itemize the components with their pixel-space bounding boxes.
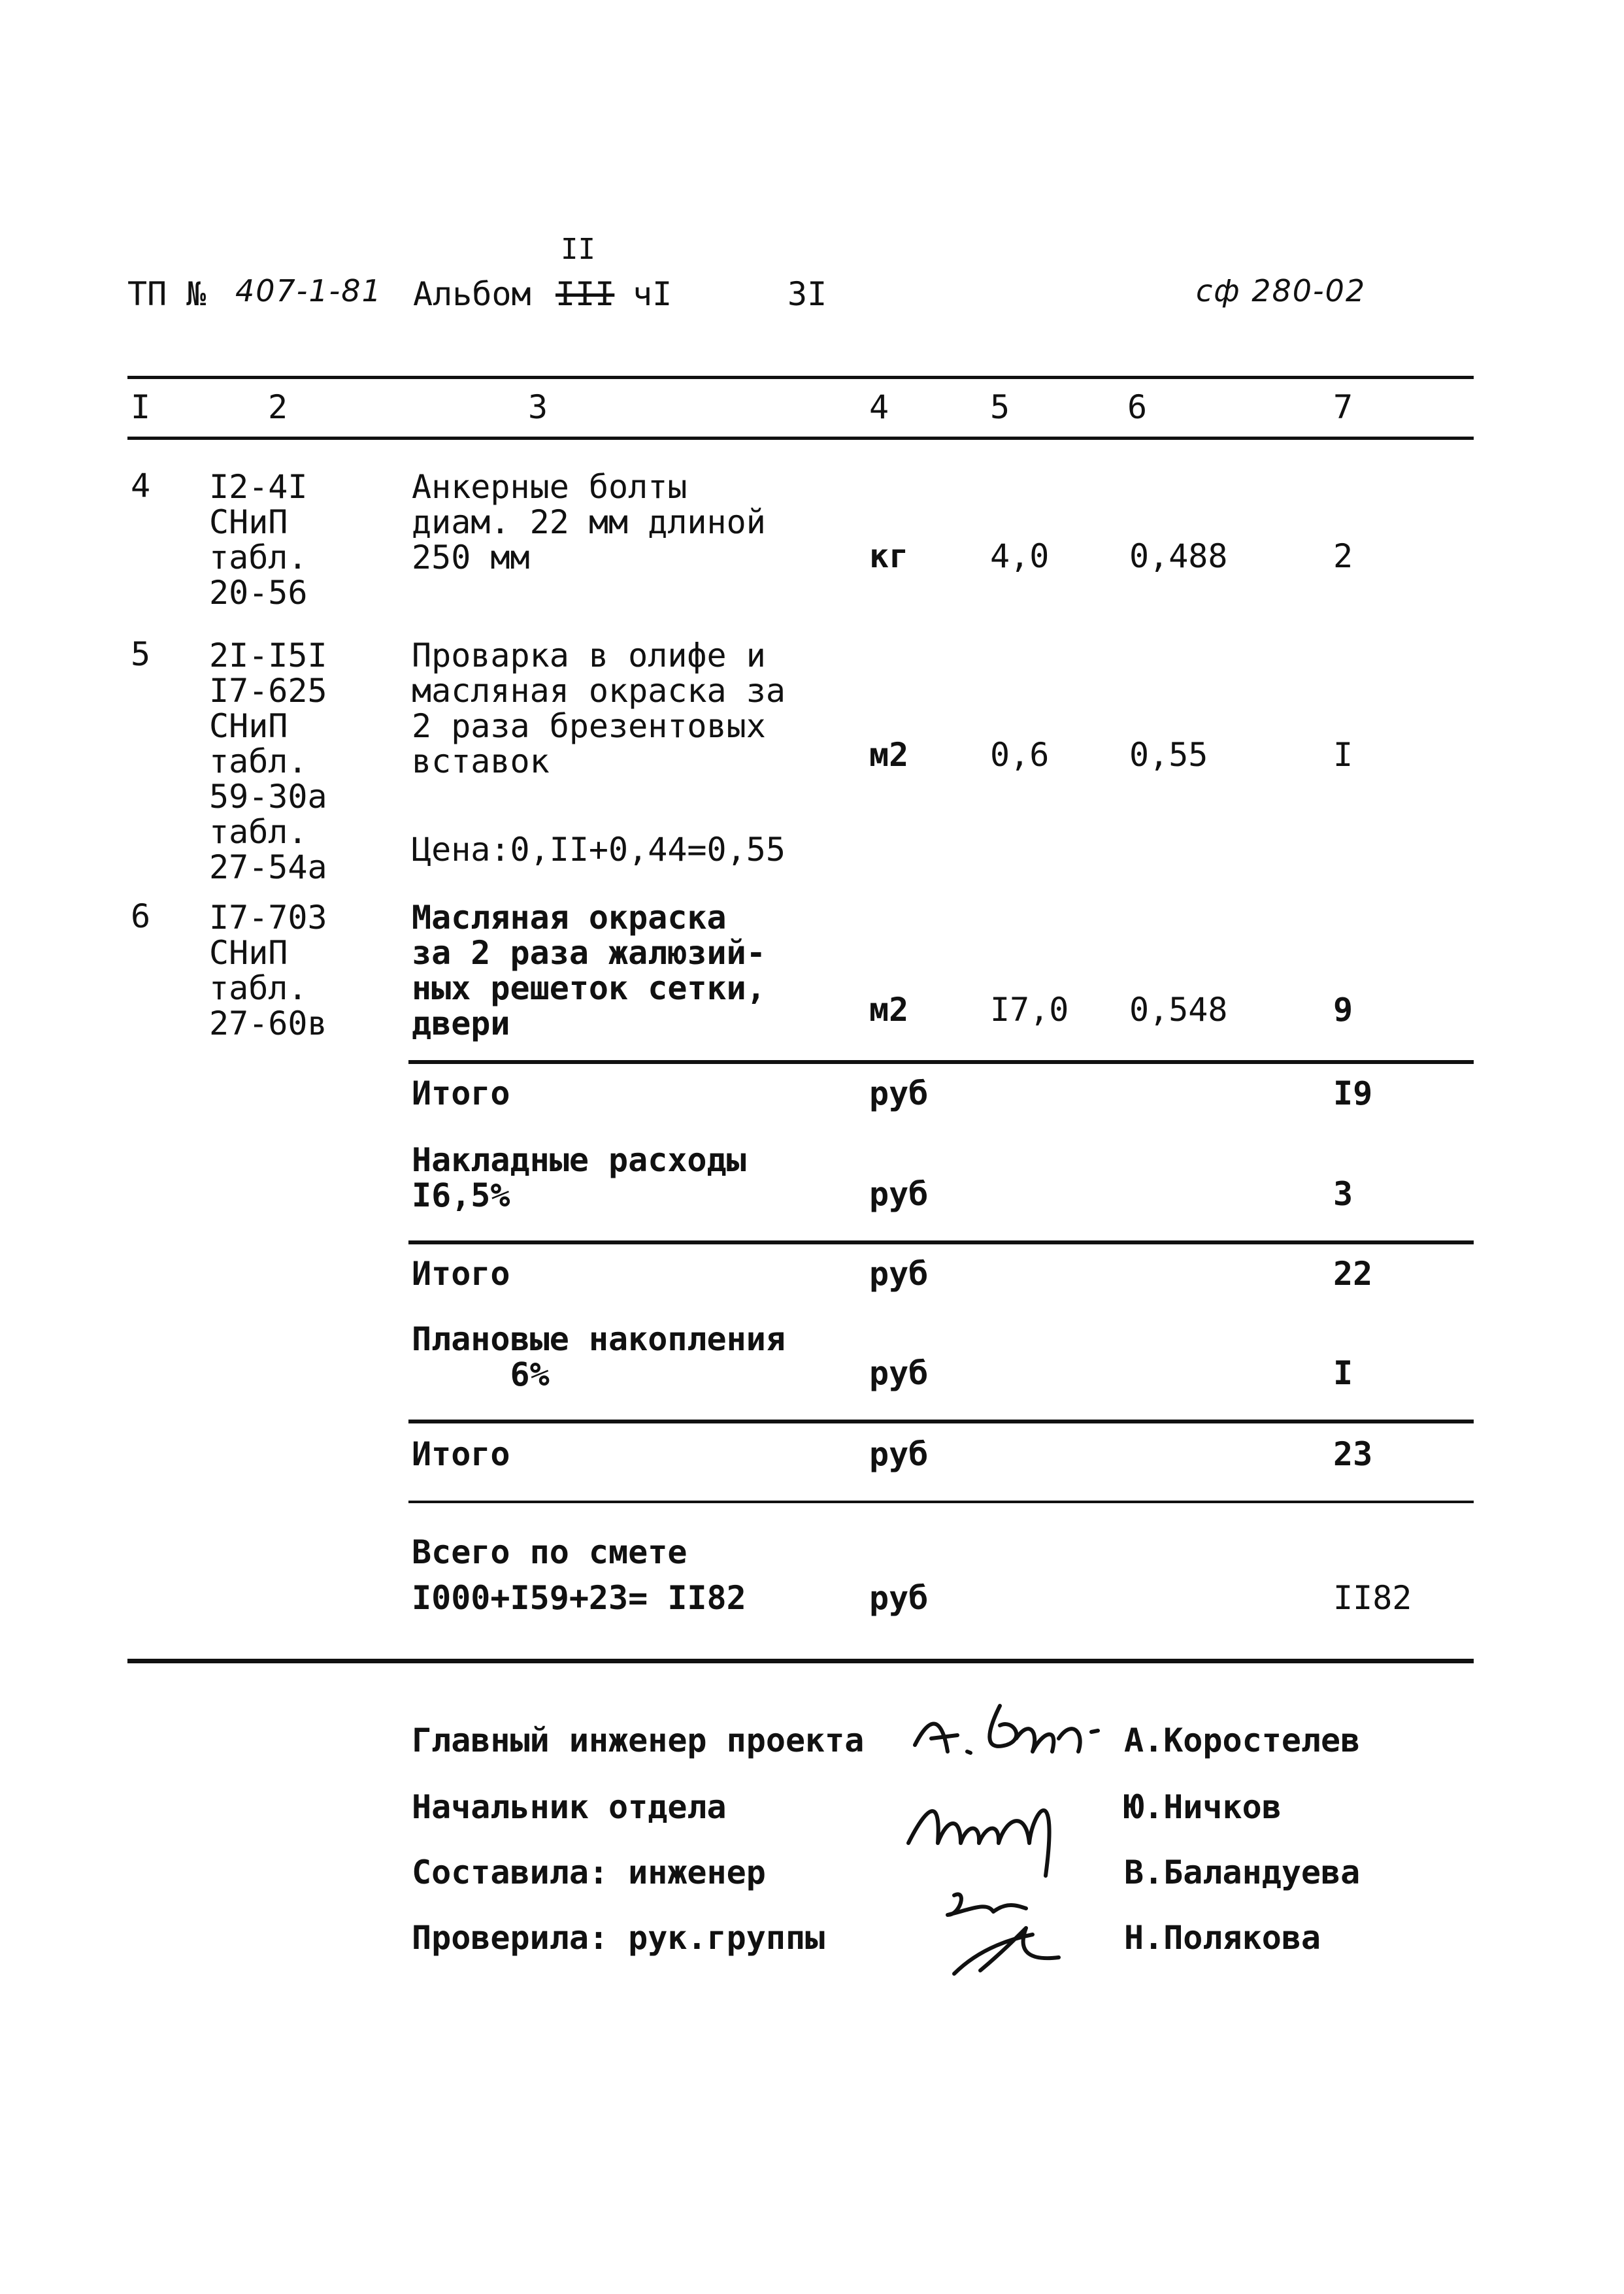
handwritten-signatures [902,1693,1137,1980]
summary-value: 23 [1333,1435,1373,1473]
unit-price: 0,488 [1129,537,1228,575]
row-total: I [1333,736,1353,774]
summary-value: I [1333,1354,1353,1392]
unit-price: 0,548 [1129,991,1228,1029]
summary-label: Всего по смете I000+I59+23= II82 [412,1533,746,1617]
col-header: I [131,388,151,426]
quantity: I7,0 [990,991,1069,1029]
summary-value: 22 [1333,1255,1373,1293]
summary-rule [408,1240,1474,1244]
row-number: 6 [131,897,151,935]
signature-role: Проверила: рук.группы [412,1919,825,1957]
signature-role: Главный инженер проекта [412,1721,865,1759]
header-rule [127,437,1474,440]
quantity: 0,6 [990,736,1050,774]
work-description: Масляная окраска за 2 раза жалюзий- ных решеток сетки, двери [412,899,766,1042]
page-number: 3I [787,275,827,313]
summary-unit: руб [869,1255,929,1293]
summary-label: Итого [412,1074,510,1112]
norm-codes: I2-4I СНиП табл. 20-56 [209,468,308,612]
summary-value: II82 [1333,1579,1412,1617]
summary-unit: руб [869,1579,929,1617]
unit: м2 [869,736,909,774]
tp-number: 407-1-81 [235,273,382,308]
summary-value: I9 [1333,1074,1373,1112]
summary-rule [408,1060,1474,1064]
row-total: 2 [1333,537,1353,575]
col-header: 5 [990,388,1010,426]
col-header: 6 [1127,388,1148,426]
bottom-rule [127,1659,1474,1663]
signature-name: А.Коростелев [1124,1721,1361,1759]
summary-rule [408,1420,1474,1423]
tp-label: ТП № [127,275,207,313]
part-label: чI [633,275,672,313]
unit: м2 [869,991,909,1029]
col-header: 4 [869,388,889,426]
summary-label: Итого [412,1435,510,1473]
summary-unit: руб [869,1175,929,1213]
signature-role: Составила: инженер [412,1853,766,1891]
row-number: 5 [131,635,151,673]
album-roman-over: II [561,233,595,266]
norm-codes: 2I-I5I I7-625 СНиП табл. 59-30а табл. 27-54а [209,637,327,886]
summary-unit: руб [869,1354,929,1392]
sheet-code: сф 280-02 [1196,273,1367,308]
unit: кг [869,537,909,575]
signature-name: В.Баландуева [1124,1853,1361,1891]
album-label: Альбом [413,275,531,313]
work-description: Проварка в олифе и масляная окраска за 2 раза брезентовых вставок [412,637,786,780]
summary-unit: руб [869,1074,929,1112]
summary-unit: руб [869,1435,929,1473]
price-note: Цена:0,II+0,44=0,55 [412,831,786,869]
col-header: 2 [268,388,288,426]
signature-role: Начальник отдела [412,1788,727,1826]
work-description: Анкерные болты диам. 22 мм длиной 250 мм [412,468,766,576]
summary-value: 3 [1333,1175,1353,1213]
norm-codes: I7-703 СНиП табл. 27-60в [209,899,327,1042]
signature-name: Н.Полякова [1124,1919,1321,1957]
album-roman-struck: III [555,275,615,313]
quantity: 4,0 [990,537,1050,575]
summary-label: Плановые накопления 6% [412,1320,786,1393]
col-header: 7 [1333,388,1353,426]
summary-rule [408,1501,1474,1503]
summary-label: Накладные расходы I6,5% [412,1141,746,1214]
signature-name: Ю.Ничков [1124,1788,1282,1826]
row-number: 4 [131,467,151,505]
unit-price: 0,55 [1129,736,1208,774]
summary-label: Итого [412,1255,510,1293]
col-header: 3 [528,388,548,426]
row-total: 9 [1333,991,1353,1029]
top-rule [127,376,1474,379]
